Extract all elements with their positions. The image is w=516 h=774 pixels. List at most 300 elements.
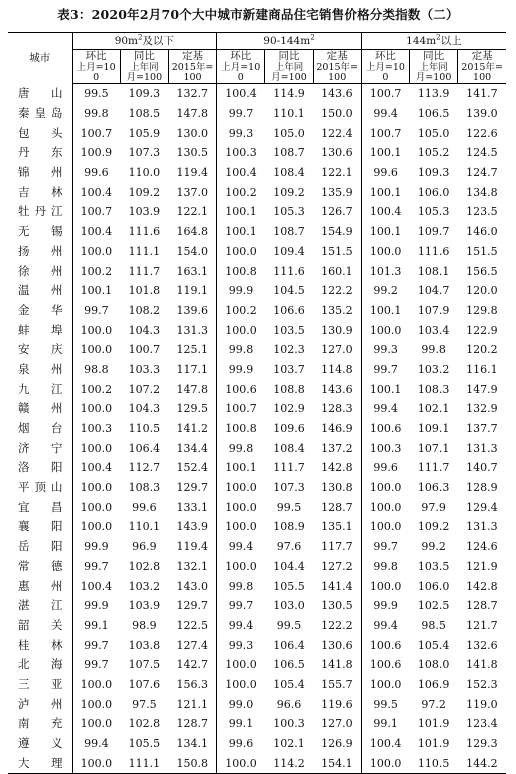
value-cell: 99.9 xyxy=(373,599,398,613)
value-cell: 99.9 xyxy=(84,540,109,554)
table-row xyxy=(8,281,506,301)
value-cell: 104.5 xyxy=(273,284,305,298)
city-cell: 湛江 xyxy=(8,596,72,616)
value-cell: 99.8 xyxy=(373,559,398,573)
value-cell: 117.1 xyxy=(168,360,216,380)
value-cell: 106.4 xyxy=(128,441,161,455)
base-header-cell: 上月=10 0 xyxy=(361,63,409,84)
value-cell: 106.6 xyxy=(273,303,305,317)
value-cell: 100.0 xyxy=(80,244,113,258)
value-cell: 100.0 xyxy=(369,500,402,514)
value-cell: 109.4 xyxy=(273,244,305,258)
table-header xyxy=(8,33,506,84)
value-cell: 106.5 xyxy=(273,658,305,672)
table-row xyxy=(8,576,506,596)
value-cell: 101.9 xyxy=(417,717,450,731)
value-cell: 100.8 xyxy=(225,264,257,278)
value-cell: 100.2 xyxy=(80,264,113,278)
city-cell: 徐州 xyxy=(8,261,72,281)
value-cell: 100.0 xyxy=(72,753,120,773)
city-cell: 桂林 xyxy=(8,635,72,655)
value-cell: 100.0 xyxy=(80,441,113,455)
value-cell: 137.2 xyxy=(313,438,361,458)
table-row xyxy=(8,320,506,340)
value-cell: 121.7 xyxy=(466,618,498,632)
value-cell: 154.0 xyxy=(168,242,216,262)
value-cell: 99.3 xyxy=(228,638,254,652)
value-cell: 99.9 xyxy=(84,599,109,613)
value-cell: 109.2 xyxy=(273,185,305,199)
value-cell: 108.0 xyxy=(417,658,450,672)
value-cell: 107.5 xyxy=(128,658,161,672)
value-cell: 109.1 xyxy=(417,422,450,436)
table-row xyxy=(8,261,506,281)
value-cell: 154.9 xyxy=(313,222,361,242)
table-row xyxy=(8,242,506,262)
city-cell: 南充 xyxy=(8,714,72,734)
value-cell: 100.0 xyxy=(80,500,113,514)
value-cell: 100.0 xyxy=(225,559,257,573)
value-cell: 100.0 xyxy=(80,520,113,534)
city-cell: 泸州 xyxy=(8,694,72,714)
table-row xyxy=(8,694,506,714)
table-row xyxy=(8,104,506,124)
table-row xyxy=(8,143,506,163)
value-cell: 119.1 xyxy=(168,281,216,301)
value-cell: 150.0 xyxy=(313,104,361,124)
sub-header-cell: 同比 xyxy=(265,50,313,64)
value-cell: 107.6 xyxy=(128,677,161,691)
value-cell: 129.7 xyxy=(168,596,216,616)
table-row xyxy=(8,419,506,439)
value-cell: 131.3 xyxy=(466,520,498,534)
value-cell: 135.1 xyxy=(313,517,361,537)
value-cell: 99.2 xyxy=(373,284,398,298)
value-cell: 99.2 xyxy=(421,540,446,554)
value-cell: 102.8 xyxy=(128,717,161,731)
value-cell: 99.6 xyxy=(84,166,109,180)
value-cell: 120.0 xyxy=(466,284,498,298)
value-cell: 100.0 xyxy=(217,753,265,773)
table-row xyxy=(8,675,506,695)
city-cell: 惠州 xyxy=(8,576,72,596)
value-cell: 108.2 xyxy=(128,303,161,317)
value-cell: 129.5 xyxy=(168,399,216,419)
value-cell: 109.3 xyxy=(128,87,161,101)
value-cell: 106.4 xyxy=(273,638,305,652)
value-cell: 99.8 xyxy=(228,441,254,455)
value-cell: 100.0 xyxy=(369,481,402,495)
value-cell: 100.2 xyxy=(80,382,113,396)
value-cell: 99.8 xyxy=(228,343,254,357)
value-cell: 99.3 xyxy=(228,126,254,140)
value-cell: 100.0 xyxy=(80,677,113,691)
value-cell: 132.6 xyxy=(466,638,498,652)
value-cell: 100.3 xyxy=(225,146,257,160)
value-cell: 100.7 xyxy=(225,402,257,416)
value-cell: 130.8 xyxy=(313,478,361,498)
value-cell: 99.7 xyxy=(84,303,109,317)
value-cell: 107.1 xyxy=(417,441,450,455)
value-cell: 100.1 xyxy=(369,185,402,199)
value-cell: 128.7 xyxy=(168,714,216,734)
value-cell: 107.9 xyxy=(417,303,450,317)
base-header-cell: 上年同 月=100 xyxy=(410,63,458,84)
city-cell: 平顶山 xyxy=(8,478,72,498)
value-cell: 124.7 xyxy=(466,166,498,180)
value-cell: 100.0 xyxy=(80,697,113,711)
table-row xyxy=(8,635,506,655)
sub-header-row xyxy=(8,50,506,64)
value-cell: 103.3 xyxy=(128,362,161,376)
city-cell: 牡丹江 xyxy=(8,202,72,222)
value-cell: 123.5 xyxy=(466,205,498,219)
value-cell: 141.2 xyxy=(168,419,216,439)
table-row xyxy=(8,458,506,478)
value-cell: 128.7 xyxy=(313,497,361,517)
value-cell: 97.6 xyxy=(276,540,302,554)
value-cell: 122.1 xyxy=(168,202,216,222)
value-cell: 100.0 xyxy=(225,244,257,258)
value-cell: 147.9 xyxy=(466,382,498,396)
city-column-header: 城市 xyxy=(8,33,72,84)
table-row xyxy=(8,714,506,734)
value-cell: 112.7 xyxy=(128,461,161,475)
value-cell: 127.0 xyxy=(313,714,361,734)
value-cell: 99.5 xyxy=(276,500,302,514)
value-cell: 123.4 xyxy=(466,717,498,731)
city-cell: 三亚 xyxy=(8,675,72,695)
value-cell: 105.9 xyxy=(128,126,161,140)
city-cell: 遵义 xyxy=(8,734,72,754)
value-cell: 103.9 xyxy=(128,205,161,219)
value-cell: 99.7 xyxy=(84,658,109,672)
group-header-large: $144m^2$以上 xyxy=(361,33,506,50)
value-cell: 122.4 xyxy=(313,123,361,143)
value-cell: 110.0 xyxy=(128,166,161,180)
value-cell: 127.2 xyxy=(313,557,361,577)
value-cell: 102.1 xyxy=(273,737,305,751)
value-cell: 130.9 xyxy=(313,320,361,340)
value-cell: 128.9 xyxy=(466,481,498,495)
sub-header-cell: 环比 xyxy=(217,50,265,64)
value-cell: 99.4 xyxy=(373,618,398,632)
city-cell: 济宁 xyxy=(8,438,72,458)
value-cell: 108.1 xyxy=(417,264,450,278)
value-cell: 101.3 xyxy=(369,264,402,278)
value-cell: 108.4 xyxy=(273,441,305,455)
value-cell: 99.8 xyxy=(228,579,254,593)
value-cell: 147.8 xyxy=(168,379,216,399)
value-cell: 100.1 xyxy=(369,303,402,317)
table-row xyxy=(8,340,506,360)
value-cell: 100.4 xyxy=(80,185,113,199)
base-header-cell: 2015年= 100 xyxy=(458,63,506,84)
value-cell: 103.0 xyxy=(273,599,305,613)
value-cell: 100.0 xyxy=(225,658,257,672)
value-cell: 97.5 xyxy=(132,697,157,711)
value-cell: 134.8 xyxy=(466,185,498,199)
value-cell: 100.2 xyxy=(225,303,257,317)
value-cell: 109.2 xyxy=(417,520,450,534)
value-cell: 99.8 xyxy=(421,343,446,357)
value-cell: 103.8 xyxy=(128,638,161,652)
city-cell: 无锡 xyxy=(8,222,72,242)
value-cell: 100.7 xyxy=(369,87,402,101)
value-cell: 100.4 xyxy=(369,737,402,751)
table-row xyxy=(8,517,506,537)
value-cell: 114.2 xyxy=(265,753,313,773)
value-cell: 100.0 xyxy=(80,343,113,357)
value-cell: 100.1 xyxy=(225,225,257,239)
value-cell: 151.5 xyxy=(313,242,361,262)
value-cell: 103.5 xyxy=(417,559,450,573)
value-cell: 137.0 xyxy=(168,182,216,202)
value-cell: 105.0 xyxy=(417,126,450,140)
value-cell: 124.5 xyxy=(466,146,498,160)
sub-header-cell: 同比 xyxy=(410,50,458,64)
value-cell: 119.6 xyxy=(313,694,361,714)
value-cell: 108.7 xyxy=(273,225,305,239)
value-cell: 97.9 xyxy=(421,500,446,514)
value-cell: 104.3 xyxy=(128,323,161,337)
value-cell: 131.3 xyxy=(466,441,498,455)
value-cell: 103.7 xyxy=(273,362,305,376)
value-cell: 146.9 xyxy=(313,419,361,439)
value-cell: 104.7 xyxy=(417,284,450,298)
value-cell: 105.3 xyxy=(273,205,305,219)
value-cell: 100.0 xyxy=(80,481,113,495)
value-cell: 111.7 xyxy=(273,461,305,475)
table-row xyxy=(8,182,506,202)
value-cell: 100.4 xyxy=(225,166,257,180)
value-cell: 116.1 xyxy=(466,362,498,376)
value-cell: 139.0 xyxy=(466,107,498,121)
price-index-table xyxy=(8,32,506,774)
city-cell: 吉林 xyxy=(8,182,72,202)
value-cell: 100.0 xyxy=(80,717,113,731)
value-cell: 100.0 xyxy=(369,244,402,258)
value-cell: 110.1 xyxy=(273,107,305,121)
table-row xyxy=(8,734,506,754)
value-cell: 100.1 xyxy=(369,146,402,160)
value-cell: 132.7 xyxy=(168,84,216,104)
value-cell: 98.5 xyxy=(421,618,446,632)
value-cell: 100.0 xyxy=(369,520,402,534)
city-cell: 包头 xyxy=(8,123,72,143)
value-cell: 106.0 xyxy=(417,185,450,199)
table-body xyxy=(8,84,506,774)
table-title: 表3：2020年2月70个大中城市新建商品住宅销售价格分类指数（二） xyxy=(57,7,459,22)
value-cell: 108.4 xyxy=(273,166,305,180)
value-cell: 101.8 xyxy=(128,284,161,298)
value-cell: 137.7 xyxy=(466,422,498,436)
value-cell: 100.2 xyxy=(225,185,257,199)
value-cell: 126.9 xyxy=(313,734,361,754)
value-cell: 142.8 xyxy=(466,579,498,593)
value-cell: 99.7 xyxy=(84,638,109,652)
value-cell: 102.8 xyxy=(128,559,161,573)
value-cell: 127.0 xyxy=(313,340,361,360)
value-cell: 100.6 xyxy=(369,658,402,672)
value-cell: 143.0 xyxy=(168,576,216,596)
value-cell: 105.2 xyxy=(417,146,450,160)
value-cell: 99.9 xyxy=(228,284,254,298)
value-cell: 104.4 xyxy=(273,559,305,573)
value-cell: 100.9 xyxy=(80,146,113,160)
value-cell: 128.3 xyxy=(313,399,361,419)
value-cell: 111.6 xyxy=(128,225,161,239)
value-cell: 100.1 xyxy=(225,205,257,219)
value-cell: 109.3 xyxy=(417,166,450,180)
value-cell: 156.3 xyxy=(168,675,216,695)
value-cell: 126.7 xyxy=(313,202,361,222)
value-cell: 141.7 xyxy=(466,87,498,101)
value-cell: 106.9 xyxy=(417,677,450,691)
base-header-cell: 上月=10 0 xyxy=(72,63,120,84)
value-cell: 99.1 xyxy=(84,618,109,632)
value-cell: 103.2 xyxy=(417,362,450,376)
value-cell: 108.5 xyxy=(128,107,161,121)
value-cell: 135.9 xyxy=(313,182,361,202)
city-cell: 常德 xyxy=(8,557,72,577)
sub-header-cell: 定基 xyxy=(168,50,216,64)
value-cell: 127.4 xyxy=(168,635,216,655)
table-row xyxy=(8,123,506,143)
value-cell: 142.8 xyxy=(313,458,361,478)
value-cell: 99.5 xyxy=(84,87,109,101)
value-cell: 100.3 xyxy=(80,422,113,436)
value-cell: 154.1 xyxy=(313,753,361,773)
value-cell: 102.3 xyxy=(273,343,305,357)
value-cell: 99.6 xyxy=(373,166,398,180)
base-header-row xyxy=(8,63,506,84)
value-cell: 134.1 xyxy=(168,734,216,754)
value-cell: 100.0 xyxy=(80,323,113,337)
value-cell: 100.0 xyxy=(225,481,257,495)
value-cell: 100.7 xyxy=(369,126,402,140)
value-cell: 122.5 xyxy=(168,616,216,636)
value-cell: 99.5 xyxy=(276,618,302,632)
value-cell: 100.4 xyxy=(80,579,113,593)
table-row xyxy=(8,399,506,419)
sub-header-cell: 环比 xyxy=(361,50,409,64)
city-cell: 丹东 xyxy=(8,143,72,163)
value-cell: 102.5 xyxy=(417,599,450,613)
value-cell: 163.1 xyxy=(168,261,216,281)
value-cell: 130.5 xyxy=(313,596,361,616)
value-cell: 164.8 xyxy=(168,222,216,242)
table-row xyxy=(8,438,506,458)
value-cell: 130.5 xyxy=(168,143,216,163)
value-cell: 99.7 xyxy=(84,559,109,573)
value-cell: 147.8 xyxy=(168,104,216,124)
value-cell: 101.9 xyxy=(417,737,450,751)
city-cell: 扬州 xyxy=(8,242,72,262)
value-cell: 108.8 xyxy=(273,382,305,396)
value-cell: 107.2 xyxy=(128,382,161,396)
value-cell: 99.1 xyxy=(373,717,398,731)
table-row xyxy=(8,379,506,399)
value-cell: 107.3 xyxy=(273,481,305,495)
value-cell: 108.9 xyxy=(273,520,305,534)
value-cell: 150.8 xyxy=(168,753,216,773)
table-row xyxy=(8,478,506,498)
value-cell: 119.4 xyxy=(168,537,216,557)
value-cell: 100.0 xyxy=(361,753,409,773)
sub-header-cell: 同比 xyxy=(120,50,168,64)
value-cell: 100.0 xyxy=(225,520,257,534)
value-cell: 100.6 xyxy=(369,422,402,436)
value-cell: 111.6 xyxy=(417,244,450,258)
value-cell: 105.4 xyxy=(417,638,450,652)
base-header-cell: 2015年= 100 xyxy=(313,63,361,84)
value-cell: 100.1 xyxy=(80,284,113,298)
value-cell: 135.2 xyxy=(313,301,361,321)
table-row xyxy=(8,360,506,380)
table-row xyxy=(8,497,506,517)
value-cell: 99.6 xyxy=(228,737,254,751)
value-cell: 106.0 xyxy=(417,579,450,593)
city-cell: 九江 xyxy=(8,379,72,399)
value-cell: 117.7 xyxy=(313,537,361,557)
value-cell: 99.9 xyxy=(228,362,254,376)
value-cell: 99.1 xyxy=(228,717,254,731)
value-cell: 144.2 xyxy=(458,753,506,773)
value-cell: 121.9 xyxy=(466,559,498,573)
value-cell: 99.7 xyxy=(373,362,398,376)
value-cell: 100.1 xyxy=(369,225,402,239)
value-cell: 129.3 xyxy=(466,737,498,751)
value-cell: 99.4 xyxy=(228,618,254,632)
value-cell: 146.0 xyxy=(466,225,498,239)
value-cell: 107.3 xyxy=(128,146,161,160)
city-cell: 岳阳 xyxy=(8,537,72,557)
value-cell: 98.9 xyxy=(132,618,157,632)
value-cell: 130.6 xyxy=(313,143,361,163)
base-header-cell: 上月=10 0 xyxy=(217,63,265,84)
value-cell: 100.0 xyxy=(369,579,402,593)
value-cell: 105.0 xyxy=(273,126,305,140)
value-cell: 110.5 xyxy=(128,422,161,436)
value-cell: 100.3 xyxy=(273,717,305,731)
value-cell: 122.9 xyxy=(466,323,498,337)
value-cell: 100.3 xyxy=(369,441,402,455)
sub-header-cell: 定基 xyxy=(313,50,361,64)
city-cell: 秦皇岛 xyxy=(8,104,72,124)
value-cell: 128.7 xyxy=(466,599,498,613)
group-header-small: $90m^2$及以下 xyxy=(72,33,217,50)
value-cell: 140.7 xyxy=(466,461,498,475)
value-cell: 99.7 xyxy=(228,107,254,121)
value-cell: 132.1 xyxy=(168,557,216,577)
value-cell: 114.9 xyxy=(273,87,305,101)
value-cell: 96.9 xyxy=(132,540,157,554)
table-row xyxy=(8,222,506,242)
table-row xyxy=(8,301,506,321)
value-cell: 103.4 xyxy=(417,323,450,337)
value-cell: 99.6 xyxy=(373,461,398,475)
value-cell: 100.7 xyxy=(80,126,113,140)
value-cell: 99.7 xyxy=(373,540,398,554)
value-cell: 99.4 xyxy=(373,402,398,416)
value-cell: 111.7 xyxy=(417,461,450,475)
value-cell: 155.7 xyxy=(313,675,361,695)
value-cell: 129.8 xyxy=(466,303,498,317)
value-cell: 97.2 xyxy=(421,697,446,711)
value-cell: 141.8 xyxy=(466,658,498,672)
city-cell: 金华 xyxy=(8,301,72,321)
